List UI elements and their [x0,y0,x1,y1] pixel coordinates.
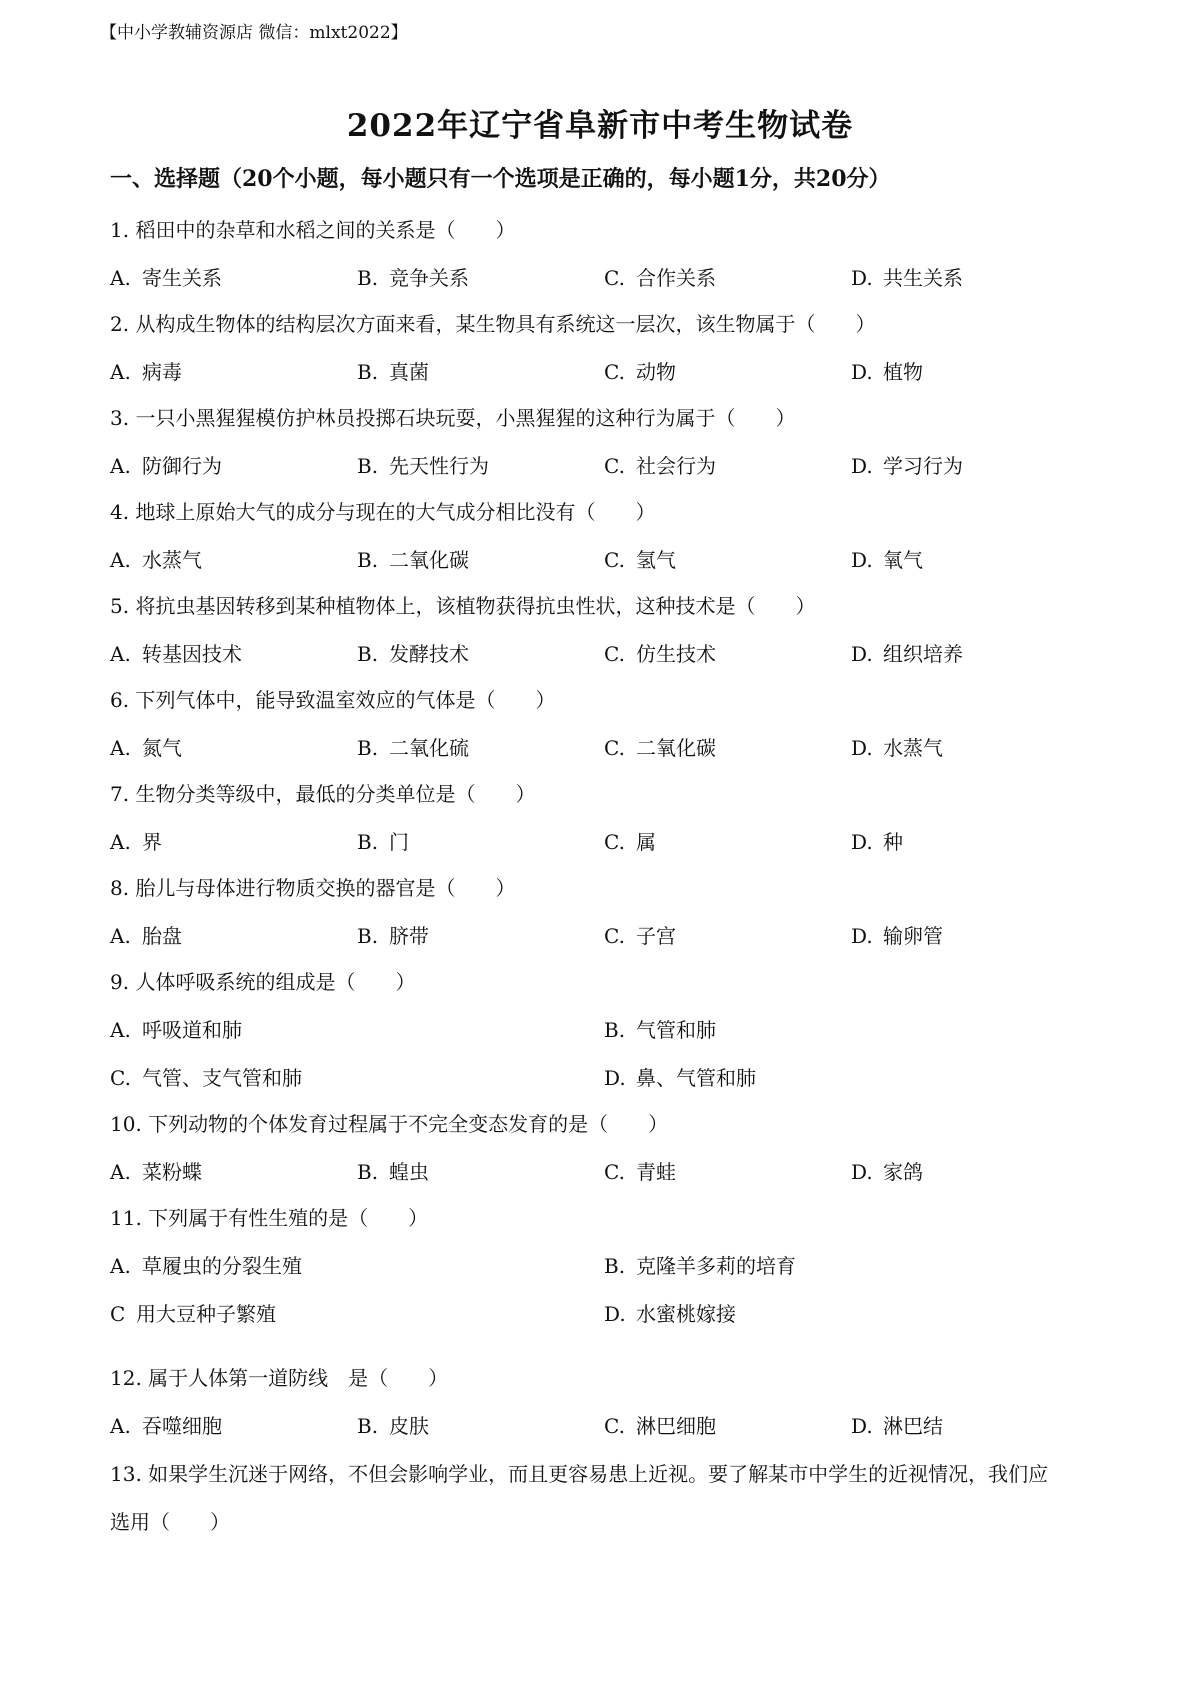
option-9a: A. 呼吸道和肺 [110,1018,242,1042]
option-12a: A. 吞噬细胞 [110,1414,222,1438]
page-title: 2022年辽宁省阜新市中考生物试卷 [346,108,854,144]
option-4c: C. 氢气 [604,548,676,572]
option-10b: B. 蝗虫 [357,1160,429,1184]
question-5: 5. 将抗虫基因转移到某种植物体上，该植物获得抗虫性状，这种技术是（ ） [110,594,816,618]
header-note: 【中小学教辅资源店 微信：mlxt2022】 [100,23,408,43]
option-8c: C. 子宫 [604,924,676,948]
option-10a: A. 菜粉蝶 [110,1160,202,1184]
question-11: 11. 下列属于有性生殖的是（ ） [110,1206,429,1230]
option-7d: D. 种 [851,830,903,854]
option-8b: B. 脐带 [357,924,429,948]
option-1b: B. 竞争关系 [357,266,469,290]
question-9: 9. 人体呼吸系统的组成是（ ） [110,970,416,994]
option-2b: B. 真菌 [357,360,429,384]
option-8a: A. 胎盘 [110,924,182,948]
option-4d: D. 氧气 [851,548,923,572]
option-5b: B. 发酵技术 [357,642,469,666]
option-8d: D. 输卵管 [851,924,943,948]
option-5d: D. 组织培养 [851,642,963,666]
option-3b: B. 先天性行为 [357,454,489,478]
option-3d: D. 学习行为 [851,454,963,478]
question-2: 2. 从构成生物体的结构层次方面来看，某生物具有系统这一层次，该生物属于（ ） [110,312,876,336]
option-1d: D. 共生关系 [851,266,963,290]
option-12b: B. 皮肤 [357,1414,429,1438]
option-5c: C. 仿生技术 [604,642,716,666]
question-1: 1. 稻田中的杂草和水稻之间的关系是（ ） [110,218,516,242]
option-6b: B. 二氧化硫 [357,736,469,760]
option-11c: C 用大豆种子繁殖 [110,1302,276,1326]
option-6a: A. 氮气 [110,736,182,760]
question-6: 6. 下列气体中，能导致温室效应的气体是（ ） [110,688,556,712]
question-3: 3. 一只小黑猩猩模仿护林员投掷石块玩耍，小黑猩猩的这种行为属于（ ） [110,406,796,430]
option-1a: A. 寄生关系 [110,266,222,290]
section-heading: 一、选择题（20个小题，每小题只有一个选项是正确的，每小题1分，共20分） [110,166,891,192]
option-12c: C. 淋巴细胞 [604,1414,716,1438]
option-5a: A. 转基因技术 [110,642,242,666]
option-2a: A. 病毒 [110,360,182,384]
question-10: 10. 下列动物的个体发育过程属于不完全变态发育的是（ ） [110,1112,669,1136]
option-9d: D. 鼻、气管和肺 [604,1066,756,1090]
option-2d: D. 植物 [851,360,923,384]
option-9b: B. 气管和肺 [604,1018,716,1042]
question-12: 12. 属于人体第一道防线 是（ ） [110,1366,449,1390]
option-2c: C. 动物 [604,360,676,384]
question-7: 7. 生物分类等级中，最低的分类单位是（ ） [110,782,536,806]
option-11a: A. 草履虫的分裂生殖 [110,1254,302,1278]
option-11d: D. 水蜜桃嫁接 [604,1302,736,1326]
question-13: 13. 如果学生沉迷于网络，不但会影响学业，而且更容易患上近视。要了解某市中学生的近视情况，我们应 [110,1462,1049,1486]
option-3a: A. 防御行为 [110,454,222,478]
option-11b: B. 克隆羊多莉的培育 [604,1254,796,1278]
option-10c: C. 青蛙 [604,1160,676,1184]
option-4b: B. 二氧化碳 [357,548,469,572]
option-6c: C. 二氧化碳 [604,736,716,760]
option-7b: B. 门 [357,830,409,854]
question-13-continuation: 选用（ ） [110,1510,230,1534]
option-6d: D. 水蒸气 [851,736,943,760]
option-7a: A. 界 [110,830,162,854]
option-12d: D. 淋巴结 [851,1414,943,1438]
question-8: 8. 胎儿与母体进行物质交换的器官是（ ） [110,876,516,900]
option-1c: C. 合作关系 [604,266,716,290]
option-7c: C. 属 [604,830,656,854]
question-4: 4. 地球上原始大气的成分与现在的大气成分相比没有（ ） [110,500,656,524]
option-10d: D. 家鸽 [851,1160,923,1184]
option-3c: C. 社会行为 [604,454,716,478]
option-4a: A. 水蒸气 [110,548,202,572]
option-9c: C. 气管、支气管和肺 [110,1066,302,1090]
